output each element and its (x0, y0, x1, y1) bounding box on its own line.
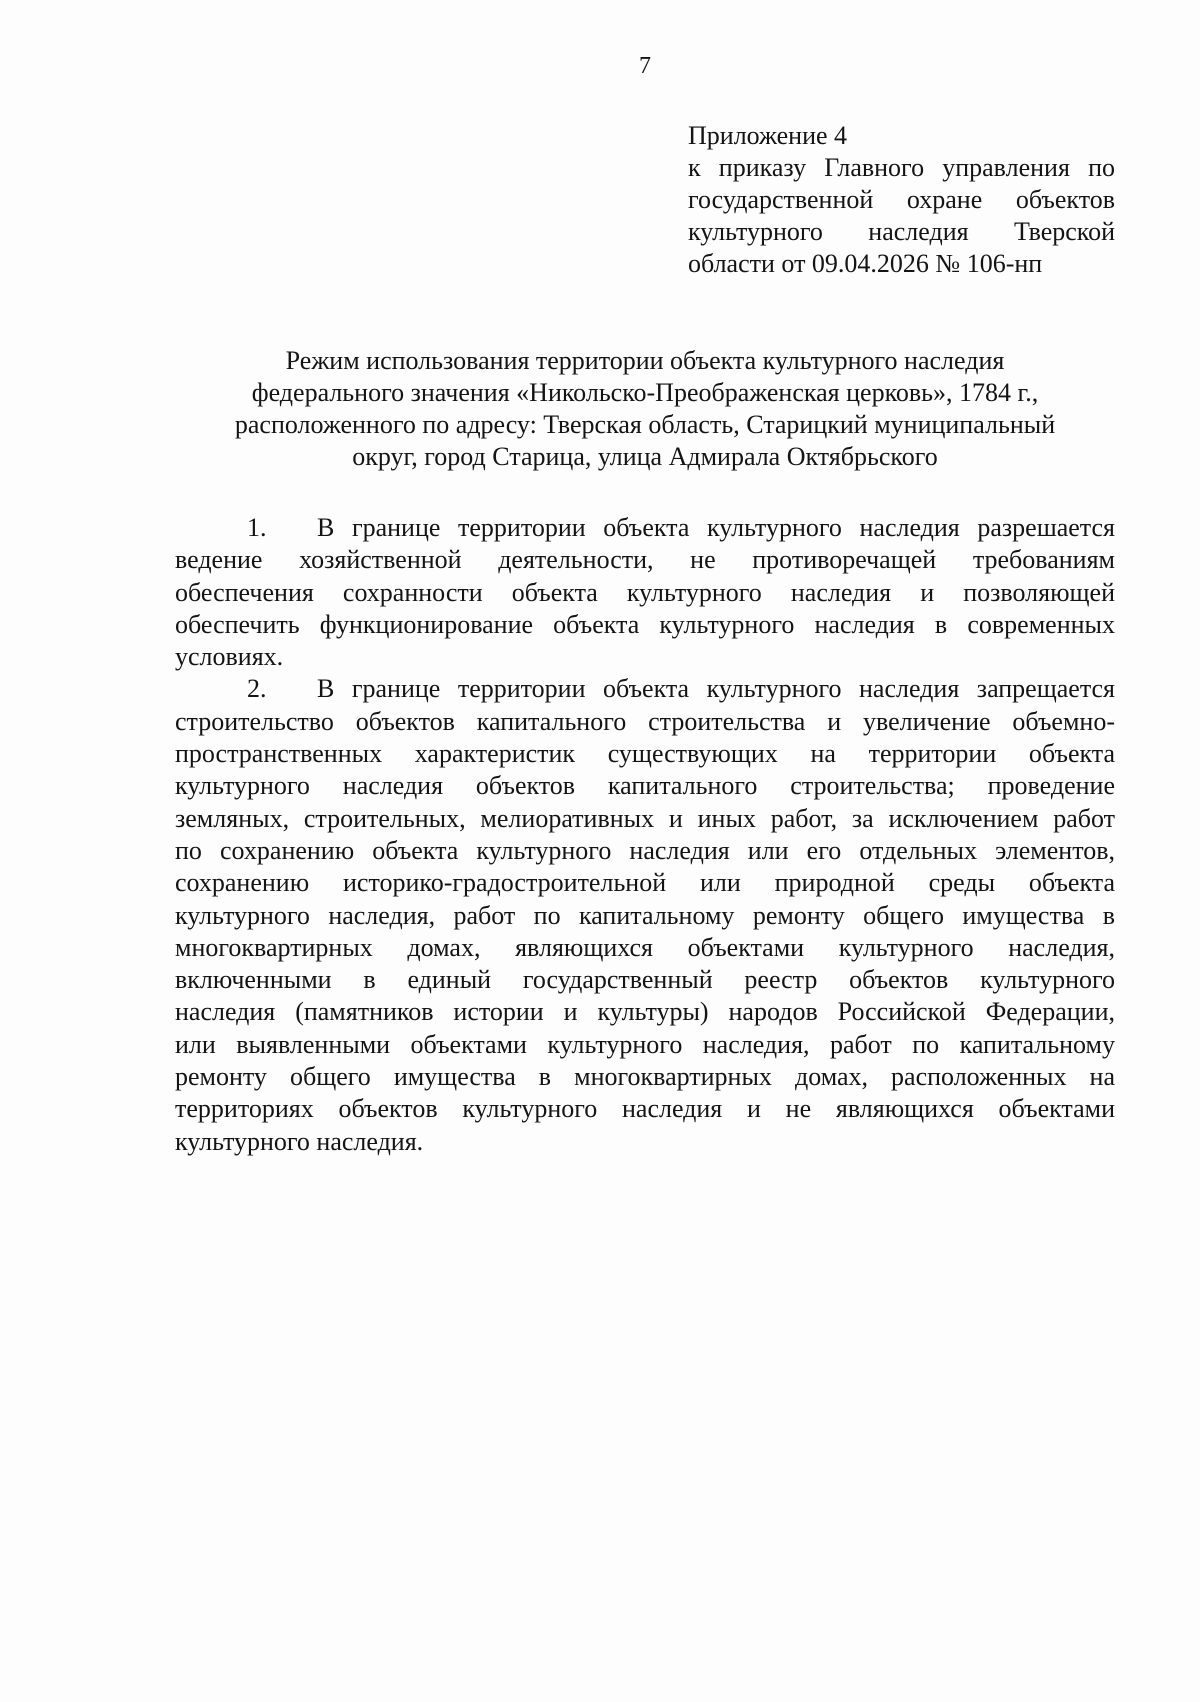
annex-line: Приложение 4 (688, 121, 848, 150)
annex-line: к приказу Главного управления по (688, 153, 1115, 182)
item-number: 1. (247, 513, 267, 542)
item-line: условиях. (175, 642, 284, 672)
item-line: обеспечить функционирование объекта культурного наследия в современных (175, 609, 1115, 639)
item-line: культурного наследия. (175, 1126, 424, 1156)
item-line: культурного наследия объектов капитального строительства; проведение (175, 771, 1115, 801)
page-number: 7 (639, 53, 651, 79)
title-line: федерального значения «Никольско-Преображенская церковь», 1784 г., (251, 378, 1039, 407)
item-line: многоквартирных домах, являющихся объектами культурного наследия, (175, 932, 1115, 962)
item-line: ведение хозяйственной деятельности, не противоречащей требованиям (175, 545, 1115, 575)
annex-line: культурного наследия Тверской (688, 217, 1115, 246)
document-body (175, 512, 1115, 1158)
item-number: 2. (247, 674, 267, 704)
item-line: культурного наследия, работ по капитальному ремонту общего имущества в (175, 900, 1115, 930)
list-item (175, 673, 1115, 1157)
item-line: или выявленными объектами культурного наследия, работ по капитальному (175, 1029, 1115, 1059)
item-line: земляных, строительных, мелиоративных и иных работ, за исключением работ (175, 803, 1115, 833)
item-text: В границе территории объекта культурного наследия запрещается (317, 674, 1115, 704)
annex-line: области от 09.04.2026 № 106-нп (688, 249, 1043, 278)
item-line: пространственных характеристик существующих на территории объекта (175, 739, 1115, 769)
item-first-line (175, 512, 1115, 544)
list-item (175, 512, 1115, 673)
item-line: территориях объектов культурного наследия и не являющихся объектами (175, 1094, 1115, 1124)
item-text: В границе территории объекта культурного наследия разрешается (317, 513, 1115, 542)
title-line: Режим использования территории объекта культурного наследия (285, 346, 1005, 375)
item-line: наследия (памятников истории и культуры) народов Российской Федерации, (175, 997, 1115, 1027)
item-first-line (175, 673, 1115, 705)
annex-line: государственной охране объектов (688, 185, 1115, 214)
document-title (175, 345, 1115, 473)
item-line: обеспечения сохранности объекта культурного наследия и позволяющей (175, 577, 1115, 607)
title-line: расположенного по адресу: Тверская область, Старицкий муниципальный (234, 410, 1056, 439)
item-line: строительство объектов капитального строительства и увеличение объемно- (175, 706, 1115, 736)
title-line: округ, город Старица, улица Адмирала Октябрьского (352, 442, 938, 471)
annex-header (688, 120, 1115, 280)
item-line: сохранению историко-градостроительной или природной среды объекта (175, 868, 1115, 898)
item-line: включенными в единый государственный реестр объектов культурного (175, 965, 1115, 995)
item-line: по сохранению объекта культурного наследия или его отдельных элементов, (175, 835, 1115, 865)
item-line: ремонту общего имущества в многоквартирных домах, расположенных на (175, 1062, 1115, 1092)
